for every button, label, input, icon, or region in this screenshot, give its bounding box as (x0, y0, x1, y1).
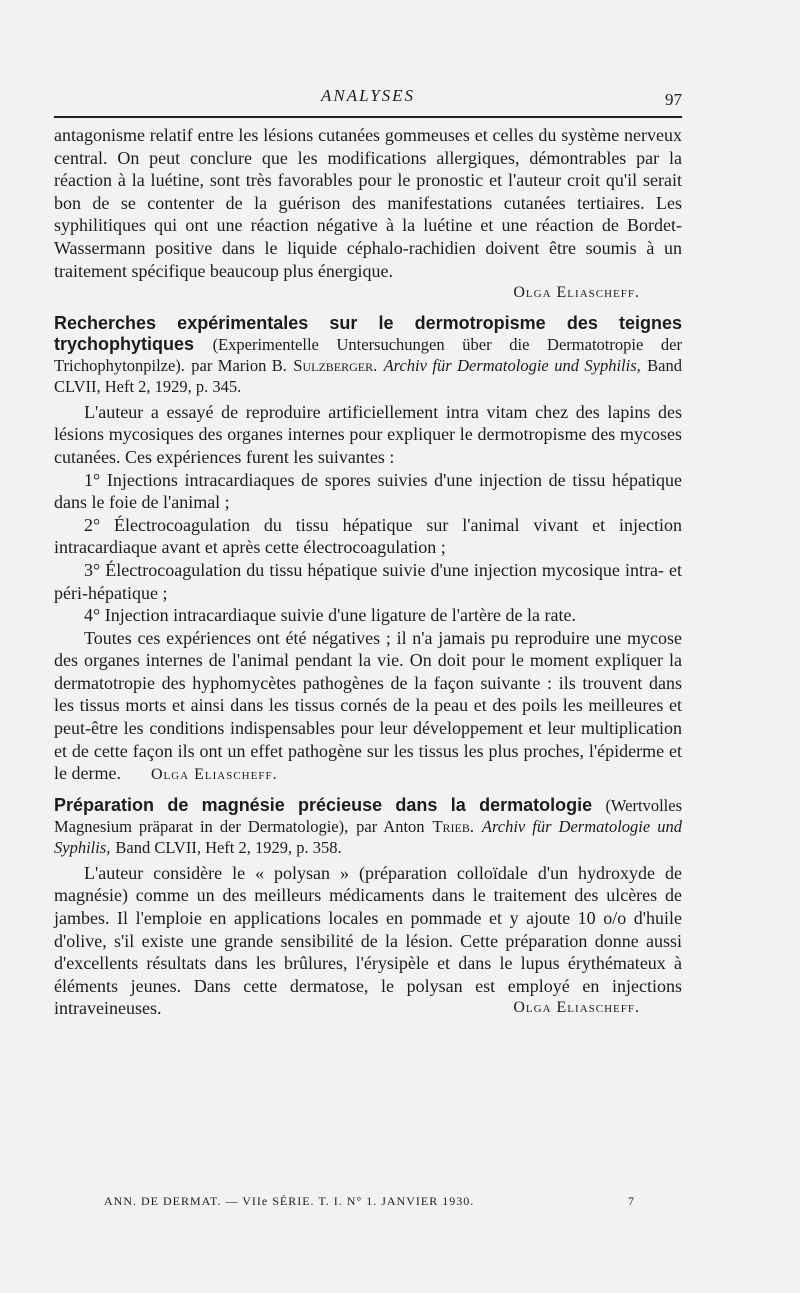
page-body (54, 124, 682, 1020)
article1-item-2: 2° Électrocoagulation du tissu hépatique sur l'animal vivant et injection intracardiaque avant et après cette électrocoagulation ; (54, 514, 682, 558)
article2-text: L'auteur considère le « polysan » (préparation colloïdale d'un hydroxyde de magnésie) comme un des meilleurs médicaments dans le traitement des ulcères de jambes. Il l'emploie en applications locales en pommade et y ajoute 10 o/o d'huile d'olive, s'il existe une grande sensibilité de la lésion. Cette préparation donne aussi d'excellents résultats dans les brûlures, l'érysipèle et dans le lupus érythémateux à éléments jeunes. Dans cette dermatose, le polysan est employé en injections intraveineuses. (54, 862, 682, 1019)
article2-journal: Archiv für Dermatologie und Syphilis, (54, 816, 682, 857)
article1-author: Sulzberger. (293, 355, 378, 375)
article2-body (54, 862, 682, 1020)
article1-item-4: 4° Injection intracardiaque suivie d'une ligature de l'artère de la rate. (84, 605, 576, 626)
article2-author: Trieb. (432, 816, 474, 836)
article1-journal: Archiv für Dermatologie und Syphilis, (383, 355, 641, 375)
article1-title: Recherches expérimentales sur le dermotropisme des teignes trychophytiques (54, 312, 682, 354)
page-number: 97 (665, 90, 682, 109)
page-header (54, 82, 682, 112)
article2-citation: Band CLVII, Heft 2, 1929, p. 358. (115, 837, 342, 857)
article1-conclusion-text: Toutes ces expériences ont été négatives ; il n'a jamais pu reproduire une mycose des organes internes de l'animal pendant la vie. On doit pour le moment expliquer la dermatotropie des hyphomycètes pathogènes de la façon suivante : ils trouvent dans les tissus morts et ainsi dans les tissus cornés de la peau et des poils les meilleures et peut-être les conditions indispensables pour leur développement et leur multiplication et de cette façon ils ont un effet pathogène sur les tissus les plus proches, l'épiderme et le derme. (54, 627, 682, 784)
article2-author-prefix: par Anton (356, 816, 425, 836)
article1-intro: L'auteur a essayé de reproduire artificiellement intra vitam chez des lapins des lésions mycosiques des organes internes pour expliquer le dermotropisme des mycoses cutanées. Ces expériences furent les suivantes : (54, 401, 682, 467)
article2-paragraph (54, 862, 682, 1020)
article2-signature: Olga Eliascheff. (513, 999, 640, 1017)
footer-text: ANN. DE DERMAT. — VIIe SÉRIE. T. I. N° 1. JANVIER 1930. (104, 1194, 475, 1208)
article1-author-prefix: par Marion B. (191, 355, 287, 375)
article1-body (54, 401, 682, 787)
page-footer (104, 1194, 634, 1209)
article1-conclusion (54, 627, 682, 787)
running-title: ANALYSES (320, 86, 416, 105)
article1-heading (54, 313, 682, 397)
signature-mark: 7 (628, 1194, 634, 1208)
article1-signature: Olga Eliascheff. (150, 766, 278, 784)
article2-heading (54, 795, 682, 858)
intro-signature: Olga Eliascheff. (513, 284, 640, 302)
intro-paragraph: antagonisme relatif entre les lésions cutanées gommeuses et celles du système nerveux central. On peut conclure que les modifications allergiques, démontrables par la réaction à la luétine, sont très favorables pour le pronostic et l'auteur croit qu'il serait bon de se contenter de la guérison des manifestations cutanées tertiaires. Les syphilitiques qui ont une réaction négative à la luétine et une réaction de Bordet-Wassermann positive dans le liquide céphalo-rachidien doivent être soumis à un traitement spécifique beaucoup plus énergique. (54, 125, 682, 281)
header-rule (54, 116, 682, 118)
article1-original-title: (Experimentelle Untersuchungen über die Dermatotropie der Trichophytonpilze). (54, 334, 682, 375)
article2-original-title: (Wertvolles Magnesium präparat in der Dermatologie), (54, 795, 682, 836)
article2-title: Préparation de magnésie précieuse dans la dermatologie (54, 794, 593, 815)
article1-item-1: 1° Injections intracardiaques de spores suivies d'une injection de tissu hépatique dans le foie de l'animal ; (54, 469, 682, 513)
article1-item-3: 3° Électrocoagulation du tissu hépatique suivie d'une injection mycosique intra- et péri-hépatique ; (54, 559, 682, 603)
article1-citation: Band CLVII, Heft 2, 1929, p. 345. (54, 355, 682, 396)
